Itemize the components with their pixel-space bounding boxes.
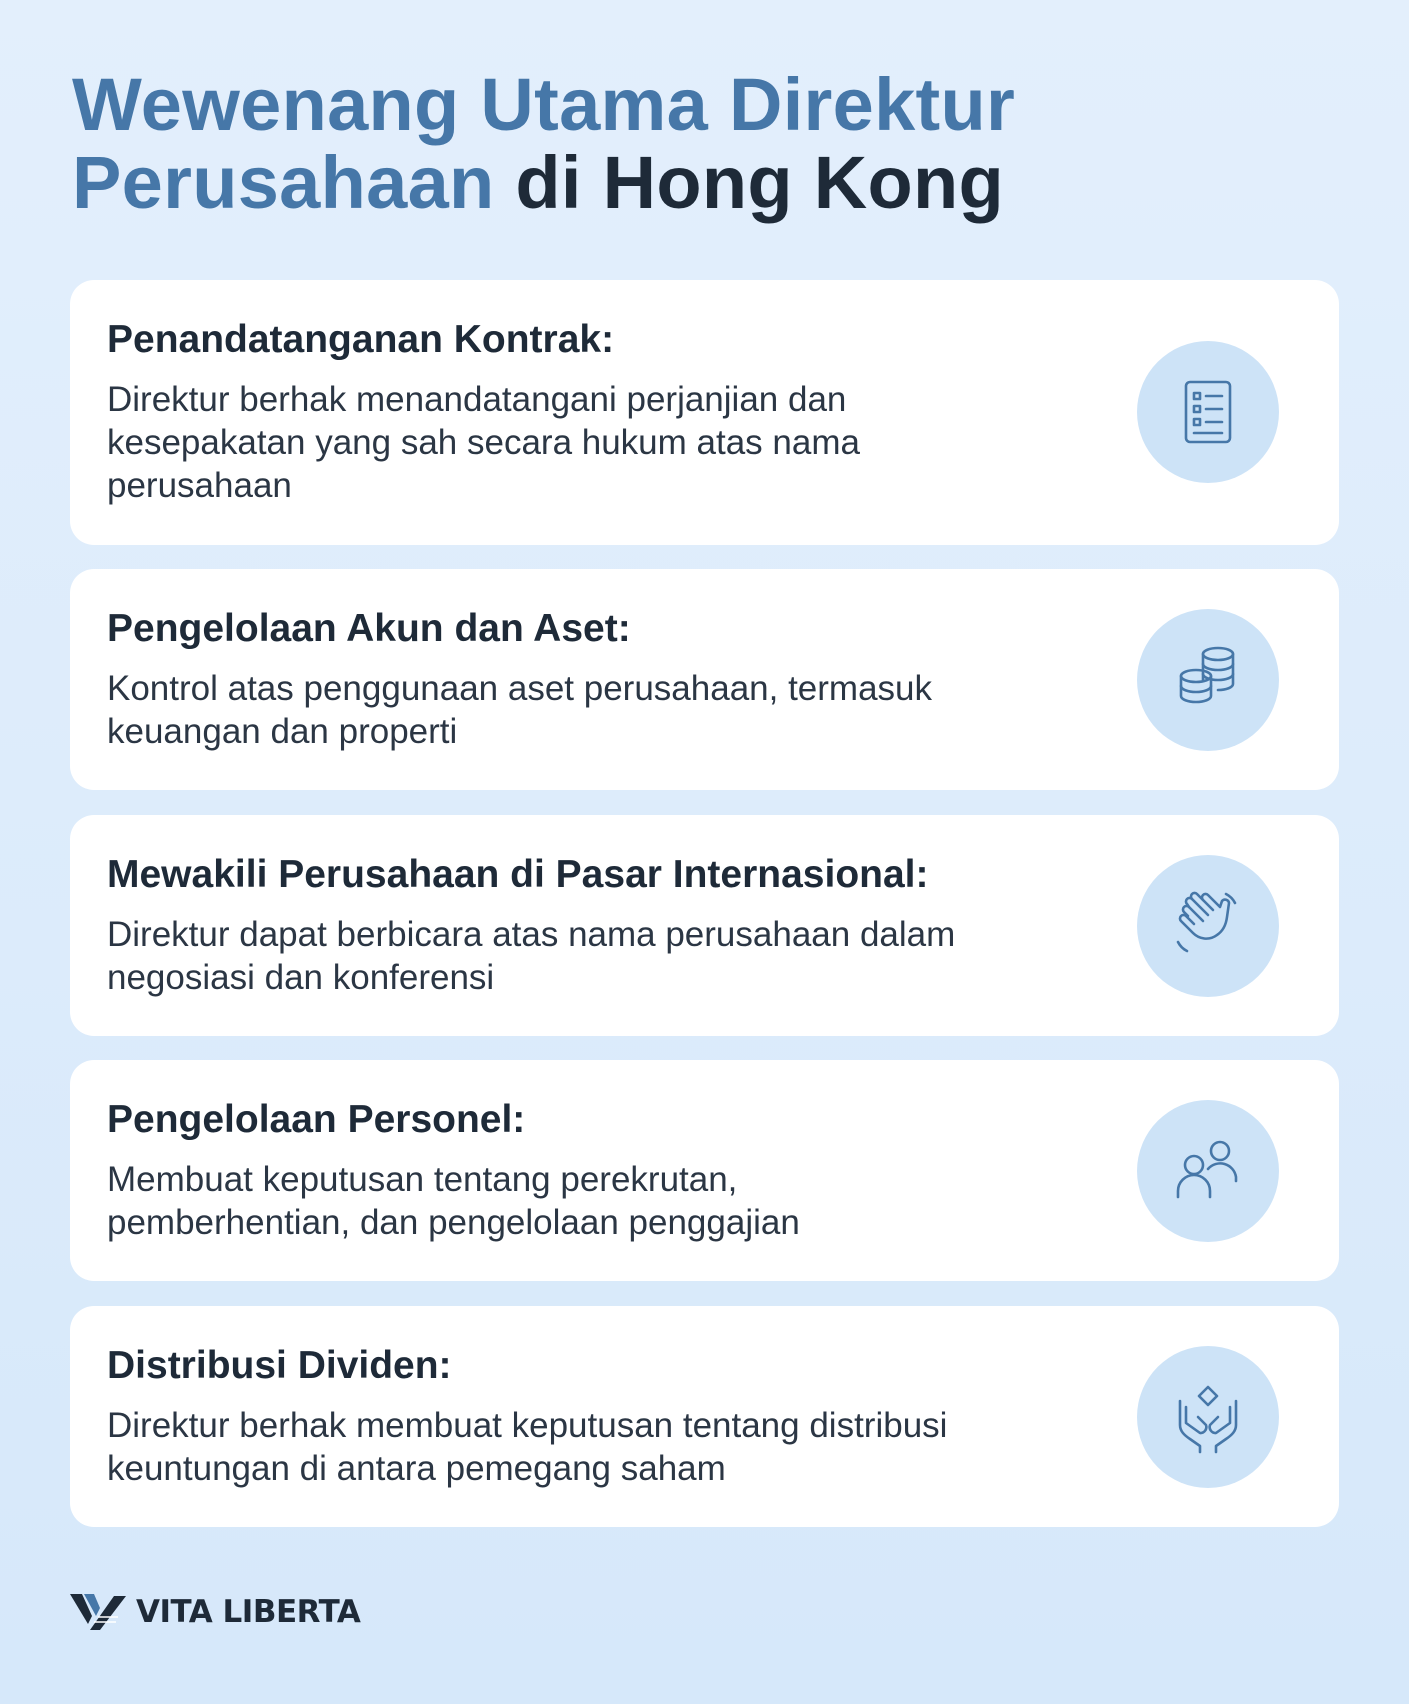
- card-description: Direktur berhak menandatangani perjanjian dan kesepakatan yang sah secara hukum atas nama perusahaan: [107, 380, 860, 505]
- card-title: Penandatanganan Kontrak:: [107, 318, 615, 361]
- people-icon: [1137, 1100, 1279, 1242]
- card-description: Kontrol atas penggunaan aset perusahaan, termasuk keuangan dan properti: [107, 669, 933, 751]
- card-accounts-assets: [70, 569, 1339, 790]
- title-dark: di Hong Kong: [515, 141, 1004, 224]
- card-personnel-management: [70, 1060, 1339, 1281]
- page-title: [72, 63, 1322, 224]
- card-title: Pengelolaan Akun dan Aset:: [107, 607, 631, 650]
- logo-mark-icon: [70, 1592, 126, 1632]
- vita-liberta-logo: [70, 1592, 370, 1632]
- card-description: Membuat keputusan tentang perekrutan, pemberhentian, dan pengelolaan penggajian: [107, 1160, 800, 1242]
- card-contract-signing: [70, 280, 1339, 545]
- card-dividend-distribution: [70, 1306, 1339, 1527]
- card-title: Distribusi Dividen:: [107, 1344, 452, 1387]
- coins-stack-icon: [1137, 609, 1279, 751]
- card-title: Mewakili Perusahaan di Pasar Internasional:: [107, 853, 929, 896]
- card-description: Direktur dapat berbicara atas nama perusahaan dalam negosiasi dan konferensi: [107, 915, 956, 997]
- card-international-representation: [70, 815, 1339, 1036]
- waving-hand-icon: [1137, 855, 1279, 997]
- document-list-icon: [1137, 341, 1279, 483]
- card-title: Pengelolaan Personel:: [107, 1098, 526, 1141]
- card-description: Direktur berhak membuat keputusan tentang distribusi keuntungan di antara pemegang saham: [107, 1406, 948, 1488]
- hands-diamond-icon: [1137, 1346, 1279, 1488]
- logo-text: VITA LIBERTA: [136, 1594, 361, 1630]
- title-accent: Wewenang Utama Direktur Perusahaan: [72, 63, 1016, 224]
